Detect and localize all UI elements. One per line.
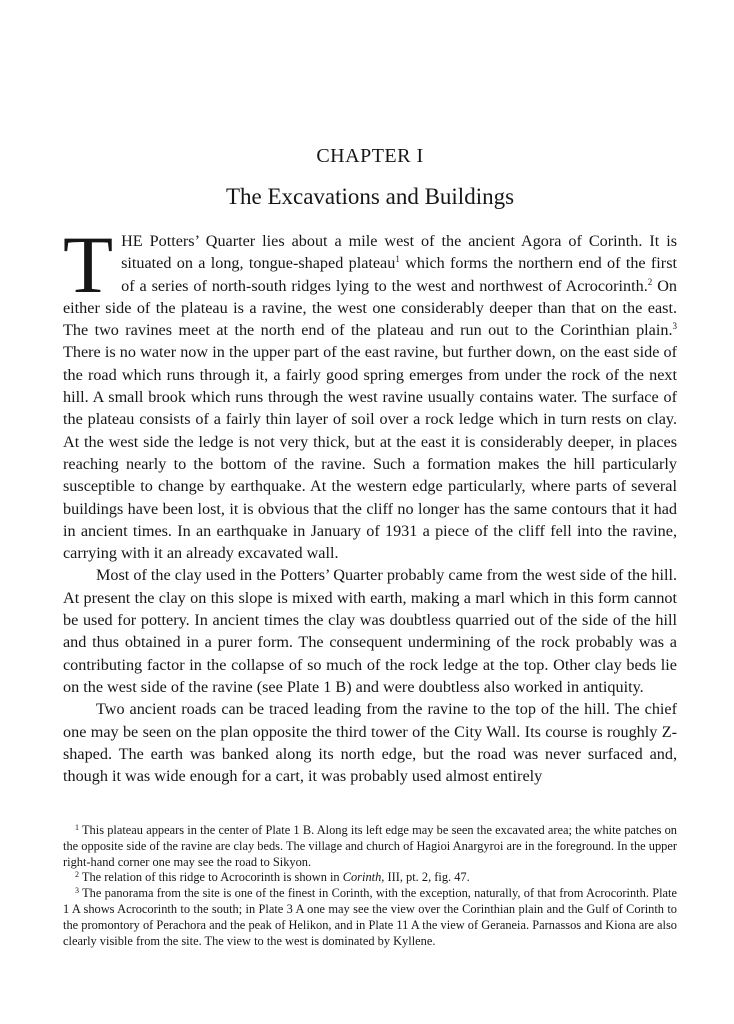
footnote-1-mark: 1 — [75, 823, 79, 832]
footnote-1 — [63, 823, 677, 870]
paragraph-1-lead: HE Potters’ Quarter — [121, 232, 256, 250]
footnote-ref-1: 1 — [395, 254, 400, 265]
footnote-ref-2: 2 — [647, 276, 653, 287]
footnote-3-mark: 3 — [75, 886, 79, 896]
footnote-ref-3: 3 — [672, 321, 677, 332]
paragraph-1-part-a: lies about a mile west of the ancient Agora of Corinth. It is situated on a long, tongue-shaped plateau — [121, 232, 677, 273]
page — [63, 0, 677, 1024]
footnote-2-text-a: The relation of this ridge to Acrocorinth is shown in — [79, 870, 343, 885]
footnote-2-mark: 2 — [75, 870, 79, 880]
footnote-2 — [63, 870, 677, 886]
chapter-heading: CHAPTER I — [316, 145, 424, 167]
footnote-2-text-b: III, pt. 2, fig. 47. — [384, 870, 470, 885]
paragraph-1-part-d: There is no water now in the upper part of the east ravine, but further down, on the east side of the road which runs through it, a fairly good spring emerges from under the rock of the next hill. A small brook which runs through the west ravine usually contains water. The surface of the plateau consists of a fairly thin layer of soil over a rock ledge which in turn rests on clay. At the west side the ledge is not very thick, but at the east it is considerably deeper, in places reaching nearly to the bottom of the ravine. Such a formation makes the hill particularly susceptible to change by earthquake. At the western edge particularly, where parts of several buildings have been lost, it is obvious that the cliff no longer has the same contours that it had in ancient times. In an earthquake in January of 1931 a piece of the cliff fell into the ravine, carrying with it an already excavated wall. — [63, 343, 677, 563]
body-text — [63, 219, 677, 787]
paragraph-1 — [63, 219, 677, 564]
footnote-1-text: This plateau appears in the center of Plate 1 B. Along its left edge may be seen the excavated area; the white patches on the opposite side of the ravine are clay beds. The village and church of Hagioi Anargyroi are in the foreground. In the upper right-hand corner one may see the road to Sikyon. — [63, 823, 677, 869]
footnote-2-italic: Corinth, — [342, 870, 385, 885]
paragraph-2: Most of the clay used in the Potters’ Quarter probably came from the west side of the hill. At present the clay on this slope is mixed with earth, making a marl which in this form cannot be used for pottery. In ancient times the clay was doubtless quarried out of the side of the hill and thus obtained in a purer form. The consequent undermining of the rock probably was a contributing factor in the collapse of so much of the rock ledge at the top. Other clay beds lie on the west side of the ravine (see Plate 1 B) and were doubtless also worked in antiquity. — [63, 566, 677, 696]
footnote-3-text: The panorama from the site is one of the finest in Corinth, with the exception, naturally, of that from Acrocorinth. Plate 1 A shows Acrocorinth to the south; in Plate 3 A one may see the view over the Corinthian plain and the Gulf of Corinth to the promontory of Perachora and the peak of Helikon, and in Plate 11 A the view of Geraneia. Parnassos and Kiona are also clearly visible from the site. The view to the west is dominated by Kyllene. — [63, 886, 677, 948]
footnote-3 — [63, 886, 677, 949]
paragraph-3: Two ancient roads can be traced leading from the ravine to the top of the hill. The chief one may be seen on the plan opposite the third tower of the City Wall. Its course is roughly Z-shaped. The earth was banked along its north edge, but the road was never surfaced and, though it was wide enough for a cart, it was probably used almost entirely — [63, 700, 677, 786]
drop-cap: T — [63, 219, 114, 310]
footnotes — [63, 823, 677, 949]
chapter-title: The Excavations and Buildings — [225, 184, 515, 209]
paragraph-1-part-c: On either side of the plateau is a ravine, the west one considerably deeper than that on the east. The two ravines meet at the north end of the plateau and run out to the Corinthian plain. — [63, 276, 677, 340]
paragraph-1-part-b: which forms the northern end of the first of a series of north-south ridges lying to the west and northwest of Acrocorinth. — [121, 254, 677, 295]
